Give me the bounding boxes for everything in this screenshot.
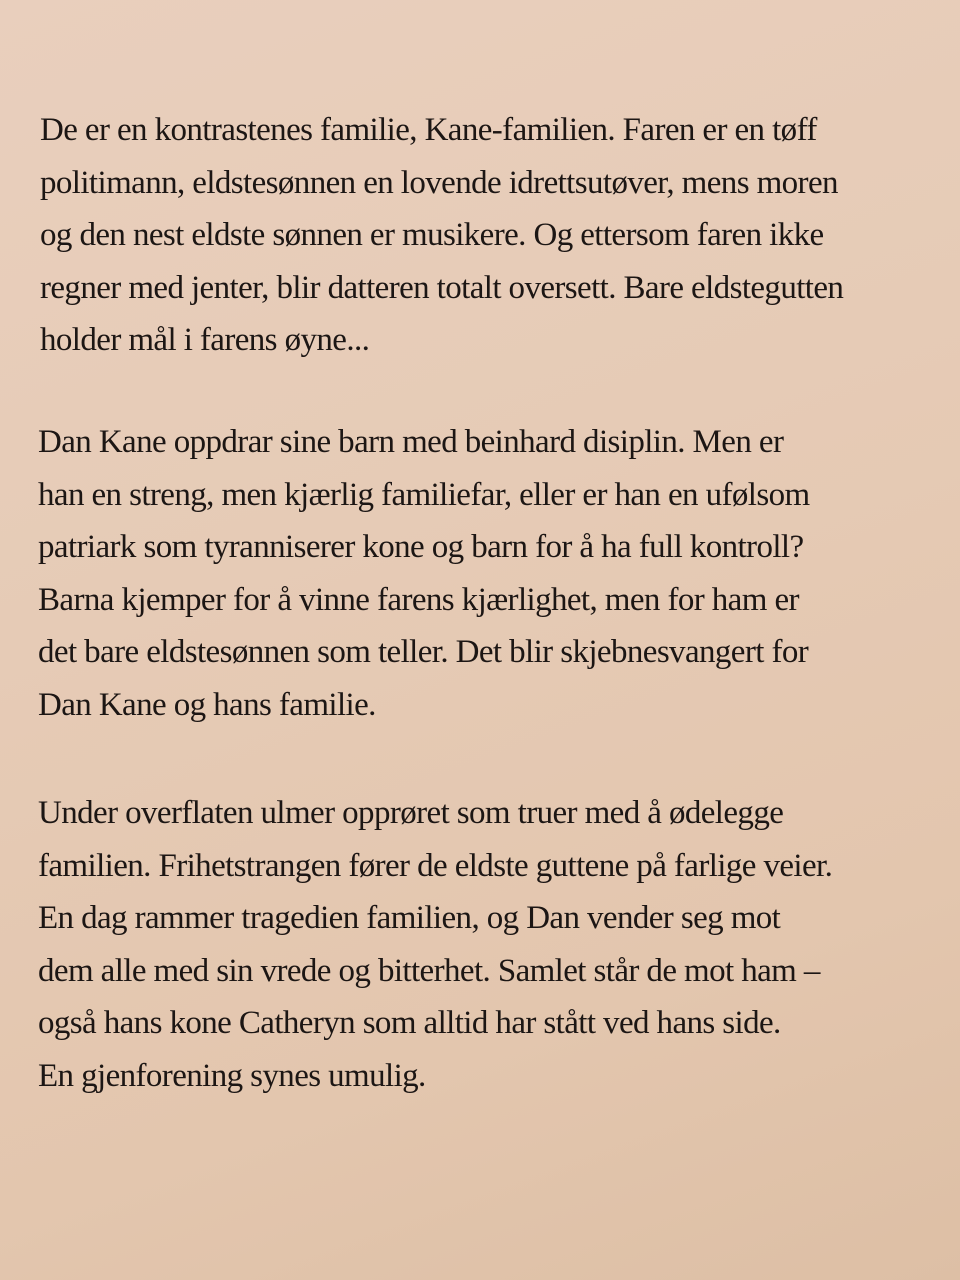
text-line: regner med jenter, blir datteren totalt oversett. Bare eldstegutten [40,269,844,306]
text-line: familien. Frihetstrangen fører de eldste guttene på farlige veier. [38,847,833,884]
paragraph-2 [38,416,950,731]
text-line: det bare eldstesønnen som teller. Det blir skjebnesvangert for [38,634,809,670]
text-line: holder mål i farens øyne... [40,322,370,358]
text-line: dem alle med sin vrede og bitterhet. Samlet står de mot ham – [38,952,820,989]
text-line: patriark som tyranniserer kone og barn for å ha full kontroll? [38,529,804,565]
text-line: En dag rammer tragedien familien, og Dan vender seg mot [38,900,781,936]
text-line: og den nest eldste sønnen er musikere. Og ettersom faren ikke [40,217,824,253]
text-line: Under overflaten ulmer opprøret som truer med å ødelegge [38,795,784,831]
paragraph-1 [40,104,950,367]
text-line: En gjenforening synes umulig. [38,1057,426,1094]
paragraph-3 [38,787,950,1102]
text-line: politimann, eldstesønnen en lovende idrettsutøver, mens moren [40,164,838,201]
text-line: Barna kjemper for å vinne farens kjærlighet, men for ham er [38,581,799,618]
text-line: han en streng, men kjærlig familiefar, eller er han en ufølsom [38,476,810,513]
text-line: også hans kone Catheryn som alltid har stått ved hans side. [38,1005,781,1041]
text-line: De er en kontrastenes familie, Kane-familien. Faren er en tøff [40,112,817,148]
text-line: Dan Kane oppdrar sine barn med beinhard disiplin. Men er [38,424,784,460]
text-line: Dan Kane og hans familie. [38,686,376,723]
